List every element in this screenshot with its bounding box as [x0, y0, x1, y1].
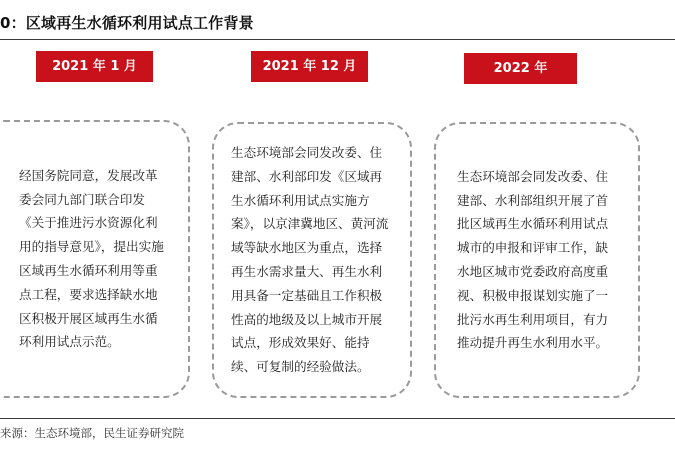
- footer-divider: [0, 418, 675, 419]
- date-badge-2021-jan: 2021 年 1 月: [36, 51, 153, 82]
- event-box-2021-dec: [212, 122, 412, 398]
- title-divider: [0, 39, 675, 40]
- date-badge-2022: 2022 年: [464, 53, 577, 84]
- event-text: 经国务院同意，发展改革委会同九部门联合印发《关于推进污水资源化利用的指导意见》，提出实施区域再生水循环利用等重点工程，要求选择缺水地区积极开展区域再生水循环利用试点示范。: [19, 167, 164, 350]
- event-text: 生态环境部会同发改委、住建部、水利部印发《区域再生水循环利用试点实施方案》，以京津冀地区、黄河流域等缺水地区为重点，选择再生水需求量大、再生水利用具备一定基础且工作积极性高的地级及以上城市开展试点，形成效果好、能持续、可复制的经验做法。: [231, 145, 389, 375]
- source-note: 来源：生态环境部，民生证券研究院: [0, 426, 184, 440]
- event-box-2021-jan: [0, 120, 190, 398]
- event-text: 生态环境部会同发改委、住建部、水利部组织开展了首批区域再生水循环利用试点城市的申报和评审工作，缺水地区城市党委政府高度重视、积极申报谋划实施了一批污水再生利用项目，有力推动提升再生水利用水平。: [457, 168, 609, 351]
- date-badge-2021-dec: 2021 年 12 月: [251, 51, 368, 82]
- page-title: 0：区域再生水循环利用试点工作背景: [0, 14, 254, 32]
- event-box-2022: [434, 122, 640, 398]
